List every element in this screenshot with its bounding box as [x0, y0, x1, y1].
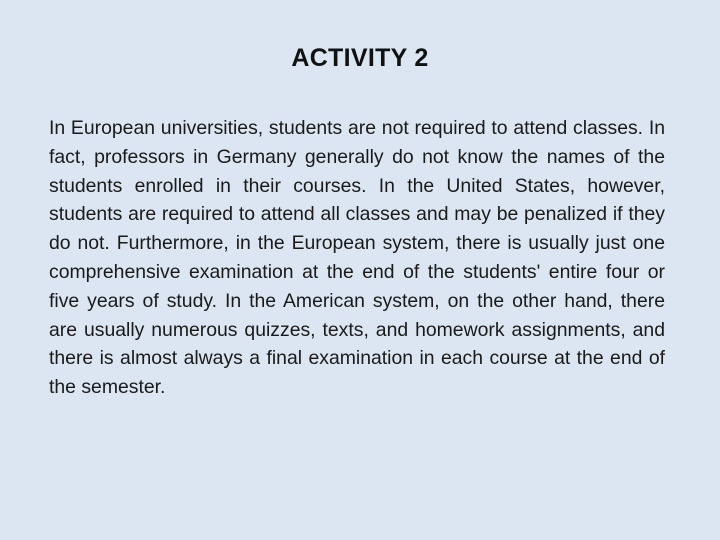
slide-body-text: In European universities, students are not required to attend classes. In fact, professors in Germany generally do not know the names of the students enrolled in their courses. In the United States, however, students are required to attend all classes and may be penalized if they do not. Furthermore, in the European system, there is usually just one comprehensive examination at the end of the students' entire four or five years of study. In the American system, on the other hand, there are usually numerous quizzes, texts, and homework assignments, and there is almost always a final examination in each course at the end of the semester. [49, 117, 665, 399]
slide-title: ACTIVITY 2 [291, 44, 429, 72]
